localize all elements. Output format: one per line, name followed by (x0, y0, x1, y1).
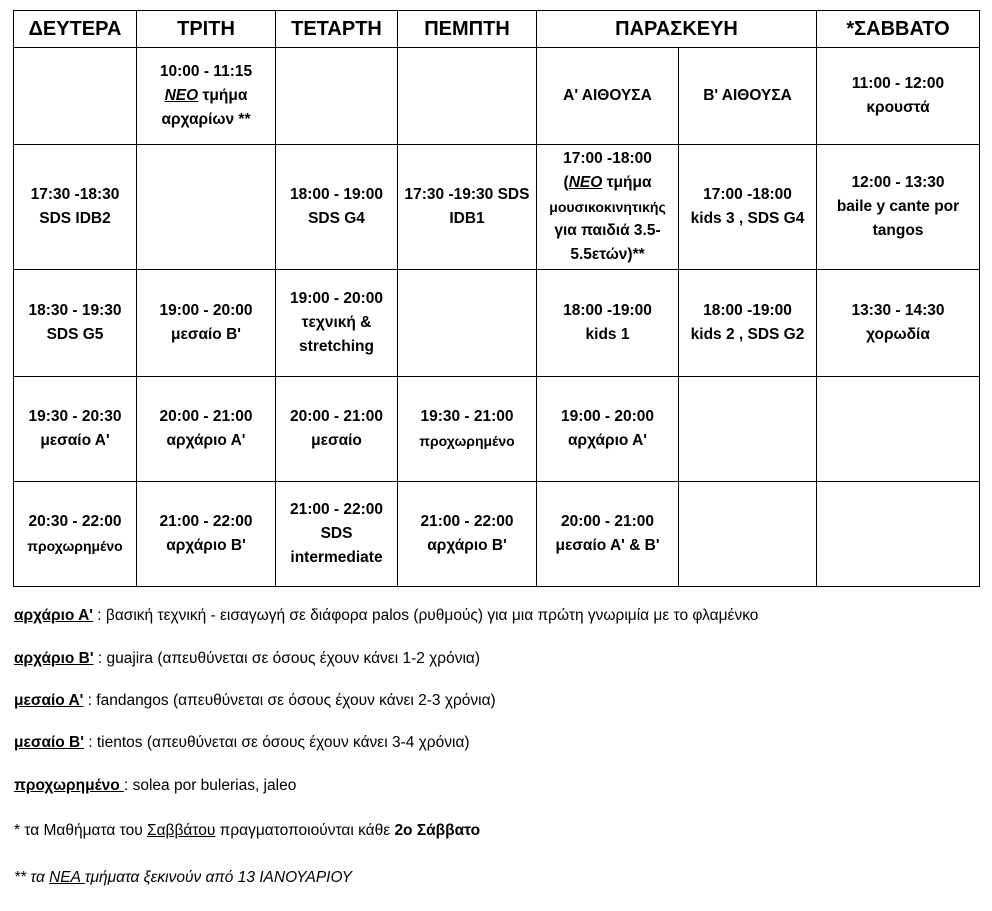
cell-sat-2: 12:00 - 13:30 baile y cante por tangos (817, 145, 980, 270)
cell-mon-5: 20:30 - 22:00 προχωρημένο (14, 482, 137, 587)
cell-fri-a-1: Α' ΑΙΘΟΥΣΑ (537, 48, 679, 145)
table-row (14, 270, 980, 377)
note-intermediate-a: μεσαίο Α' : fandangos (απευθύνεται σε όσους έχουν κάνει 2-3 χρόνια) (14, 692, 496, 709)
table-row (14, 482, 980, 587)
table-row (14, 377, 980, 482)
cell-thu-3 (398, 270, 537, 377)
header-monday: ΔΕΥΤΕΡΑ (14, 11, 137, 48)
cell-thu-2: 17:30 -19:30 SDS IDB1 (398, 145, 537, 270)
note-beginner-b: αρχάριο Β' : guajira (απευθύνεται σε όσους έχουν κάνει 1-2 χρόνια) (14, 650, 481, 667)
cell-tue-3: 19:00 - 20:00 μεσαίο Β' (137, 270, 276, 377)
cell-tue-1: 10:00 - 11:15 ΝΕΟ τμήμα αρχαρίων ** (137, 48, 276, 145)
cell-mon-1 (14, 48, 137, 145)
header-saturday: *ΣΑΒΒΑΤΟ (817, 11, 980, 48)
cell-fri-a-5: 20:00 - 21:00 μεσαίο Α' & Β' (537, 482, 679, 587)
cell-sat-1: 11:00 - 12:00 κρουστά (817, 48, 980, 145)
cell-fri-b-4 (679, 377, 817, 482)
cell-fri-a-4: 19:00 - 20:00 αρχάριο Α' (537, 377, 679, 482)
cell-wed-2: 18:00 - 19:00 SDS G4 (276, 145, 398, 270)
cell-thu-4: 19:30 - 21:00 προχωρημένο (398, 377, 537, 482)
note-advanced: προχωρημένο : solea por bulerias, jaleo (14, 777, 297, 794)
cell-fri-b-3: 18:00 -19:00 kids 2 , SDS G2 (679, 270, 817, 377)
cell-fri-a-2: 17:00 -18:00 (ΝΕΟ τμήμα μουσικοκινητικής για παιδιά 3.5- 5.5ετών)** (537, 145, 679, 270)
cell-wed-3: 19:00 - 20:00 τεχνική & stretching (276, 270, 398, 377)
header-friday: ΠΑΡΑΣΚΕΥΗ (537, 11, 817, 48)
cell-mon-3: 18:30 - 19:30 SDS G5 (14, 270, 137, 377)
cell-wed-4: 20:00 - 21:00 μεσαίο (276, 377, 398, 482)
note-intermediate-b: μεσαίο Β' : tientos (απευθύνεται σε όσους έχουν κάνει 3-4 χρόνια) (14, 734, 470, 751)
header-thursday: ΠΕΜΠΤΗ (398, 11, 537, 48)
cell-wed-5: 21:00 - 22:00 SDS intermediate (276, 482, 398, 587)
cell-tue-2 (137, 145, 276, 270)
cell-tue-4: 20:00 - 21:00 αρχάριο Α' (137, 377, 276, 482)
header-wednesday: ΤΕΤΑΡΤΗ (276, 11, 398, 48)
cell-mon-4: 19:30 - 20:30 μεσαίο Α' (14, 377, 137, 482)
neo-label: ΝΕΟ (164, 87, 199, 104)
cell-sat-3: 13:30 - 14:30 χορωδία (817, 270, 980, 377)
note-saturday: * τα Μαθήματα του Σαββάτου πραγματοποιούνται κάθε 2ο Σάββατο (14, 822, 481, 839)
header-row (14, 11, 980, 48)
table-row (14, 48, 980, 145)
cell-fri-b-1: Β' ΑΙΘΟΥΣΑ (679, 48, 817, 145)
header-tuesday: ΤΡΙΤΗ (137, 11, 276, 48)
cell-fri-b-2: 17:00 -18:00 kids 3 , SDS G4 (679, 145, 817, 270)
cell-fri-a-3: 18:00 -19:00 kids 1 (537, 270, 679, 377)
cell-sat-5 (817, 482, 980, 587)
cell-thu-1 (398, 48, 537, 145)
cell-thu-5: 21:00 - 22:00 αρχάριο Β' (398, 482, 537, 587)
cell-tue-5: 21:00 - 22:00 αρχάριο Β' (137, 482, 276, 587)
cell-sat-4 (817, 377, 980, 482)
note-new-classes: ** τα ΝΕΑ τμήματα ξεκινούν από 13 ΙΑΝΟΥΑΡΙΟΥ (14, 869, 353, 886)
neo-label: ΝΕΟ (568, 174, 603, 191)
table-row (14, 145, 980, 270)
cell-mon-2: 17:30 -18:30 SDS IDB2 (14, 145, 137, 270)
cell-wed-1 (276, 48, 398, 145)
note-beginner-a: αρχάριο Α' : βασική τεχνική - εισαγωγή σε διάφορα palos (ρυθμούς) για μια πρώτη γνωριμία με το φλαμένκο (14, 607, 759, 624)
schedule-table (13, 10, 980, 587)
cell-fri-b-5 (679, 482, 817, 587)
